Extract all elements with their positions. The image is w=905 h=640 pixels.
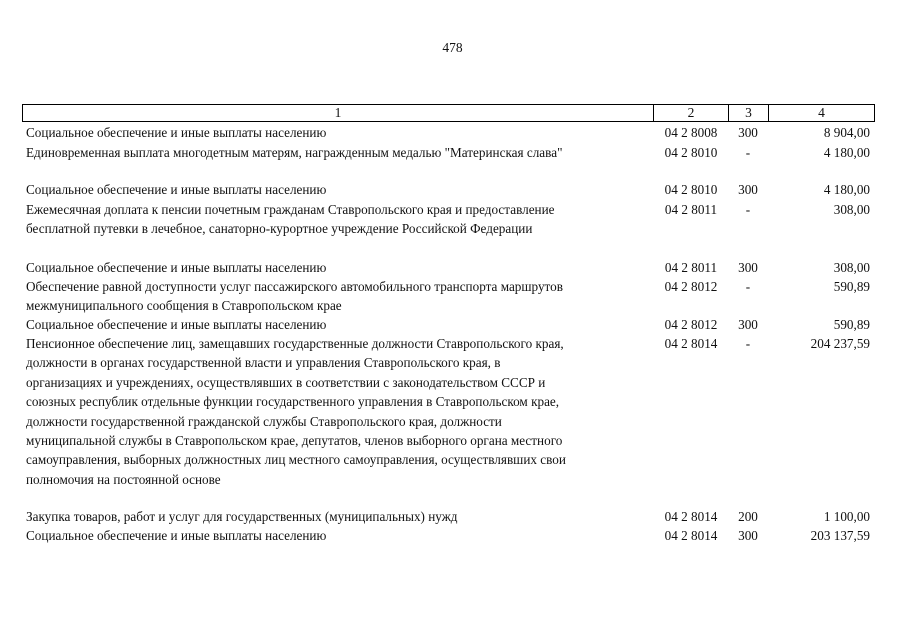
header-col-4: 4 bbox=[769, 105, 875, 122]
row-code: 04 2 8011 bbox=[664, 260, 718, 275]
row-name-line: Социальное обеспечение и иные выплаты населению bbox=[26, 182, 327, 197]
row-type: - bbox=[745, 145, 751, 160]
row-name bbox=[26, 277, 651, 316]
row-code: 04 2 8010 bbox=[664, 145, 718, 160]
row-name-line: Единовременная выплата многодетным матерям, награжденным медалью "Материнская слава" bbox=[26, 145, 563, 160]
row-name bbox=[26, 258, 651, 277]
row-name-line: Закупка товаров, работ и услуг для государственных (муниципальных) нужд bbox=[26, 509, 458, 524]
row-name bbox=[26, 123, 651, 142]
row-name-line: бесплатной путевки в лечебное, санаторно-курортное учреждение Российской Федерации bbox=[26, 221, 533, 237]
row-code: 04 2 8014 bbox=[664, 509, 718, 524]
table-header bbox=[22, 104, 875, 122]
row-type: 300 bbox=[738, 528, 758, 543]
row-name-line: Пенсионное обеспечение лиц, замещавших государственные должности Ставропольского края, bbox=[26, 336, 564, 351]
row-sum: 308,00 bbox=[833, 260, 870, 275]
row-name bbox=[26, 180, 651, 199]
row-sum: 203 137,59 bbox=[810, 528, 870, 543]
row-type: 300 bbox=[738, 317, 758, 332]
row-type: 300 bbox=[738, 260, 758, 275]
row-name-line: Социальное обеспечение и иные выплаты населению bbox=[26, 317, 327, 332]
row-name-line: Социальное обеспечение и иные выплаты населению bbox=[26, 528, 327, 543]
row-name-line: межмуниципального сообщения в Ставропольском крае bbox=[26, 298, 342, 314]
row-name-line: Социальное обеспечение и иные выплаты населению bbox=[26, 260, 327, 275]
row-name-line: Обеспечение равной доступности услуг пассажирского автомобильного транспорта маршрутов bbox=[26, 279, 563, 294]
row-type: 300 bbox=[738, 182, 758, 197]
row-code: 04 2 8011 bbox=[664, 202, 718, 217]
row-name bbox=[26, 334, 651, 489]
header-col-3: 3 bbox=[729, 105, 769, 122]
row-type: - bbox=[745, 279, 751, 294]
row-code: 04 2 8014 bbox=[664, 528, 718, 543]
row-name-line: должности в органах государственной власти и управления Ставропольского края, в bbox=[26, 355, 501, 371]
header-col-1: 1 bbox=[23, 105, 654, 122]
row-name-line: Социальное обеспечение и иные выплаты населению bbox=[26, 125, 327, 140]
row-name-line: полномочия на постоянной основе bbox=[26, 471, 221, 487]
row-code: 04 2 8008 bbox=[664, 125, 718, 140]
row-code: 04 2 8014 bbox=[664, 336, 718, 351]
row-sum: 204 237,59 bbox=[810, 336, 870, 351]
row-sum: 308,00 bbox=[833, 202, 870, 217]
row-sum: 4 180,00 bbox=[823, 182, 870, 197]
row-name bbox=[26, 143, 651, 162]
row-type: 200 bbox=[738, 509, 758, 524]
page-number: 478 bbox=[442, 40, 463, 55]
row-name bbox=[26, 526, 651, 545]
row-name bbox=[26, 200, 651, 239]
row-sum: 590,89 bbox=[833, 279, 870, 294]
row-sum: 590,89 bbox=[833, 317, 870, 332]
row-name-line: должности государственной гражданской службы Ставропольского края, должности bbox=[26, 413, 502, 429]
row-sum: 1 100,00 bbox=[823, 509, 870, 524]
row-type: - bbox=[745, 336, 751, 351]
row-sum: 4 180,00 bbox=[823, 145, 870, 160]
row-sum: 8 904,00 bbox=[823, 125, 870, 140]
row-name-line: муниципальной службы в Ставропольском крае, депутатов, членов выборного органа местного bbox=[26, 433, 563, 449]
row-code: 04 2 8012 bbox=[664, 317, 718, 332]
row-name bbox=[26, 315, 651, 334]
header-col-2: 2 bbox=[654, 105, 729, 122]
row-name-line: Ежемесячная доплата к пенсии почетным гражданам Ставропольского края и предоставление bbox=[26, 202, 555, 217]
row-type: - bbox=[745, 202, 751, 217]
row-name bbox=[26, 507, 651, 526]
row-type: 300 bbox=[738, 125, 758, 140]
row-name-line: самоуправления, выборных должностных лиц местного самоуправления, осуществлявших свои bbox=[26, 452, 566, 468]
row-name-line: союзных республик отдельные функции государственного управления в Ставропольском крае, bbox=[26, 394, 560, 410]
row-name-line: организациях и учреждениях, осуществлявших в соответствии с законодательством СССР и bbox=[26, 374, 546, 390]
row-code: 04 2 8010 bbox=[664, 182, 718, 197]
row-code: 04 2 8012 bbox=[664, 279, 718, 294]
